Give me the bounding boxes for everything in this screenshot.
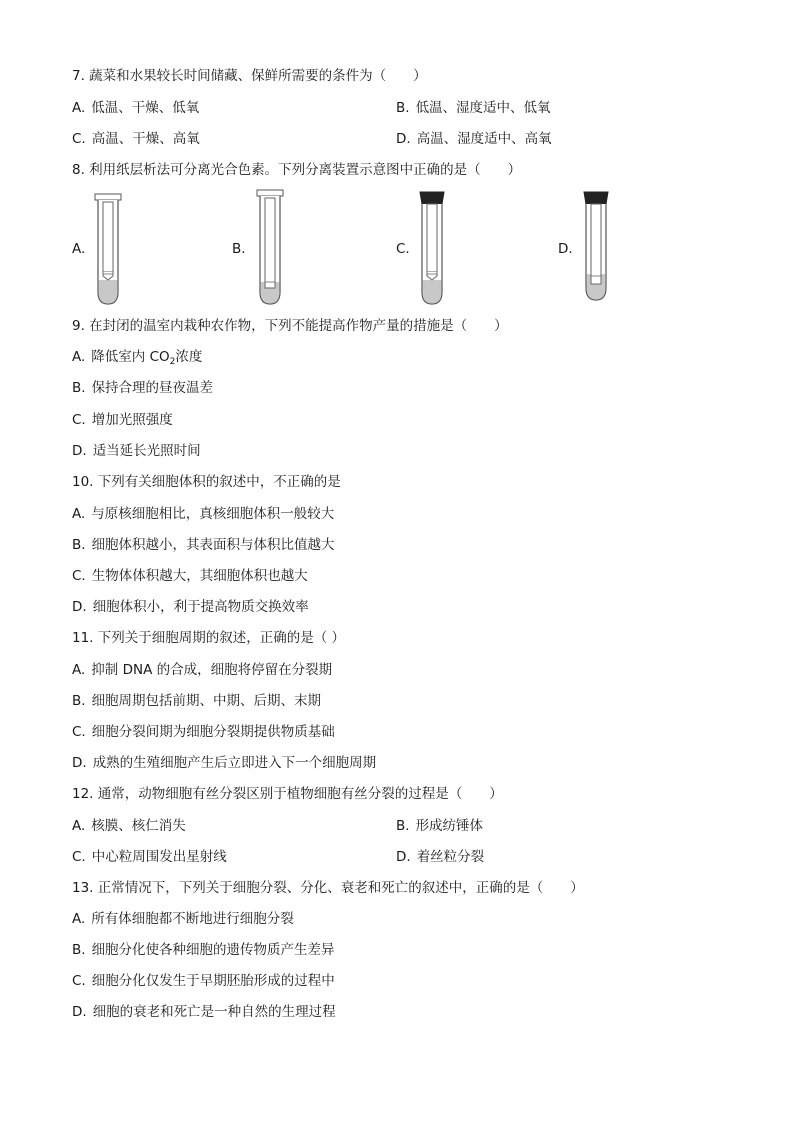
q9-option-a-text-post: 浓度 xyxy=(175,349,203,365)
q11-option-d-letter: D. xyxy=(72,755,87,771)
q10-stem: 10. 下列有关细胞体积的叙述中，不正确的是 xyxy=(72,474,341,490)
q9-option-b[interactable] xyxy=(72,380,213,396)
q9-option-a-letter: A. xyxy=(72,349,86,365)
q7-option-c[interactable] xyxy=(72,131,200,147)
q10-option-b-text: 细胞体积越小，其表面积与体积比值越大 xyxy=(91,537,335,553)
q10-option-c-letter: C. xyxy=(72,568,86,584)
q7-option-a[interactable] xyxy=(72,100,199,116)
q10-option-c[interactable] xyxy=(72,568,308,584)
q12-option-a[interactable] xyxy=(72,818,186,834)
q9-option-c[interactable] xyxy=(72,412,173,428)
q8-option-d-letter[interactable]: D. xyxy=(558,241,573,257)
q12-stem: 12. 通常，动物细胞有丝分裂区别于植物细胞有丝分裂的过程是（ ） xyxy=(72,786,503,802)
q13-option-b-letter: B. xyxy=(72,942,86,958)
q7-option-d-text: 高温、湿度适中、高氧 xyxy=(416,131,552,147)
q11-option-b-letter: B. xyxy=(72,693,86,709)
q9-option-c-letter: C. xyxy=(72,412,86,428)
q11-option-c[interactable] xyxy=(72,724,335,740)
q11-stem: 11. 下列关于细胞周期的叙述，正确的是（ ） xyxy=(72,630,346,646)
q11-option-d-text: 成熟的生殖细胞产生后立即进入下一个细胞周期 xyxy=(92,755,377,771)
q12-option-b[interactable] xyxy=(396,818,483,834)
q13-option-a[interactable] xyxy=(72,911,294,927)
q13-option-b-text: 细胞分化使各种细胞的遗传物质产生差异 xyxy=(91,942,335,958)
q12-option-d-letter: D. xyxy=(396,849,411,865)
q13-option-d-text: 细胞的衰老和死亡是一种自然的生理过程 xyxy=(92,1004,336,1020)
q12-option-b-letter: B. xyxy=(396,818,410,834)
q12-option-c-text: 中心粒周围发出星射线 xyxy=(91,849,227,865)
q11-option-b-text: 细胞周期包括前期、中期、后期、末期 xyxy=(91,693,322,709)
q7-option-a-text: 低温、干燥、低氧 xyxy=(91,100,200,116)
q7-option-b-text: 低温、湿度适中、低氧 xyxy=(415,100,551,116)
q12-option-c-letter: C. xyxy=(72,849,86,865)
q9-option-a[interactable] xyxy=(72,349,202,365)
q7-option-b-letter: B. xyxy=(396,100,410,116)
q13-option-c-letter: C. xyxy=(72,973,86,989)
q7-option-b[interactable] xyxy=(396,100,551,116)
q12-option-d[interactable] xyxy=(396,849,484,865)
q10-option-d-letter: D. xyxy=(72,599,87,615)
q11-option-a-letter: A. xyxy=(72,662,86,678)
q11-option-a[interactable] xyxy=(72,662,332,678)
q13-option-a-letter: A. xyxy=(72,911,86,927)
q12-option-c[interactable] xyxy=(72,849,227,865)
q12-option-d-text: 着丝粒分裂 xyxy=(416,849,485,865)
q7-option-d[interactable] xyxy=(396,131,552,147)
q13-stem: 13. 正常情况下，下列关于细胞分裂、分化、衰老和死亡的叙述中，正确的是（ ） xyxy=(72,880,584,896)
q9-option-b-text: 保持合理的昼夜温差 xyxy=(91,380,214,396)
test-tube-open-tip-above-icon[interactable] xyxy=(92,192,124,308)
q9-option-c-text: 增加光照强度 xyxy=(91,412,173,428)
q12-option-a-text: 核膜、核仁消失 xyxy=(91,818,186,834)
q9-option-a-subscript: 2 xyxy=(169,357,176,367)
q11-option-d[interactable] xyxy=(72,755,376,771)
test-tube-stoppered-tip-above-icon[interactable] xyxy=(416,188,448,308)
q7-option-a-letter: A. xyxy=(72,100,86,116)
q12-option-b-text: 形成纺锤体 xyxy=(415,818,484,834)
q7-option-c-text: 高温、干燥、高氧 xyxy=(91,131,200,147)
q13-option-a-text: 所有体细胞都不断地进行细胞分裂 xyxy=(91,911,294,927)
q9-stem: 9. 在封闭的温室内栽种农作物，下列不能提高作物产量的措施是（ ） xyxy=(72,318,508,334)
q11-option-a-text: 抑制 DNA 的合成，细胞将停留在分裂期 xyxy=(91,662,333,678)
q13-option-d-letter: D. xyxy=(72,1004,87,1020)
test-tube-open-tip-submerged-icon[interactable] xyxy=(254,188,286,308)
q11-option-b[interactable] xyxy=(72,693,321,709)
q10-option-a-text: 与原核细胞相比，真核细胞体积一般较大 xyxy=(91,506,335,522)
q7-option-c-letter: C. xyxy=(72,131,86,147)
q11-option-c-text: 细胞分裂间期为细胞分裂期提供物质基础 xyxy=(91,724,335,740)
q8-stem: 8. 利用纸层析法可分离光合色素。下列分离装置示意图中正确的是（ ） xyxy=(72,162,522,178)
q13-option-c[interactable] xyxy=(72,973,335,989)
q7-option-d-letter: D. xyxy=(396,131,411,147)
q7-stem: 7. 蔬菜和水果较长时间储藏、保鲜所需要的条件为（ ） xyxy=(72,68,427,84)
q9-option-a-text-pre: 降低室内 CO xyxy=(91,349,170,365)
q9-option-d-letter: D. xyxy=(72,443,87,459)
q10-option-d[interactable] xyxy=(72,599,309,615)
q11-option-c-letter: C. xyxy=(72,724,86,740)
q8-option-b-letter[interactable]: B. xyxy=(232,241,246,257)
q12-option-a-letter: A. xyxy=(72,818,86,834)
q9-option-b-letter: B. xyxy=(72,380,86,396)
q8-option-c-letter[interactable]: C. xyxy=(396,241,410,257)
q9-option-d-text: 适当延长光照时间 xyxy=(92,443,201,459)
q10-option-d-text: 细胞体积小，利于提高物质交换效率 xyxy=(92,599,309,615)
test-tube-stoppered-tip-submerged-icon[interactable] xyxy=(580,188,612,304)
q13-option-c-text: 细胞分化仅发生于早期胚胎形成的过程中 xyxy=(91,973,335,989)
q10-option-c-text: 生物体体积越大，其细胞体积也越大 xyxy=(91,568,308,584)
q13-option-b[interactable] xyxy=(72,942,335,958)
q8-option-a-letter[interactable]: A. xyxy=(72,241,86,257)
q9-option-d[interactable] xyxy=(72,443,201,459)
q10-option-a-letter: A. xyxy=(72,506,86,522)
q13-option-d[interactable] xyxy=(72,1004,336,1020)
q10-option-b-letter: B. xyxy=(72,537,86,553)
q10-option-b[interactable] xyxy=(72,537,335,553)
q10-option-a[interactable] xyxy=(72,506,334,522)
